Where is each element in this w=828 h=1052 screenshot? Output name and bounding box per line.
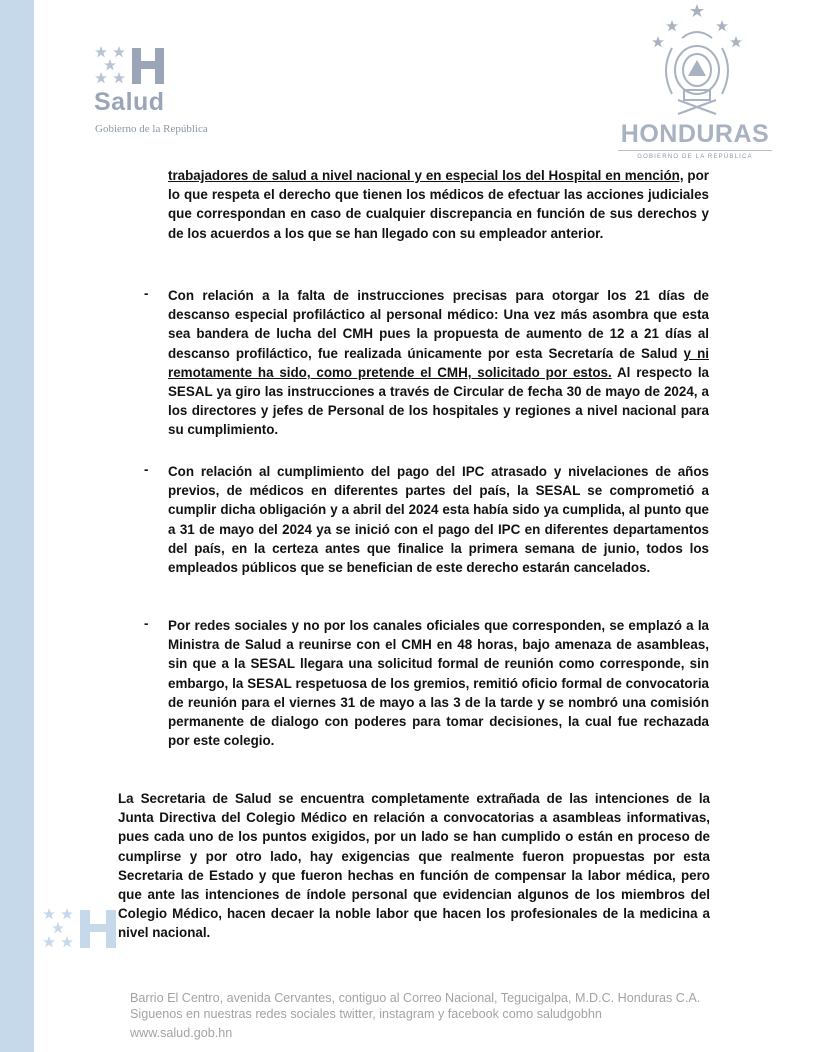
footer-social: Siguenos en nuestras redes sociales twitter, instagram y facebook como saludgobhn (130, 1007, 602, 1021)
bullet-dash-3: - (144, 616, 149, 631)
bullet-1-text-after: Al respecto la SESAL ya giro las instrucciones a través de Circular de fecha 30 de mayo de 2024, a los directores y jefes de Personal de los hospitales y regiones a nivel nacional para su cumplimiento. (168, 364, 709, 438)
bullet-paragraph-3: Por redes sociales y no por los canales oficiales que corresponden, se emplazó a la Ministra de Salud a reunirse con el CMH en 48 horas, bajo amenaza de asambleas, sin que a la SESAL llegara una solicitud formal de reunión como corresponde, sin embargo, la SESAL respetuosa de los gremios, remitió oficio formal de convocatoria de reunión para el viernes 31 de mayo a las 3 de la tarde y se nombró una comisión permanente de dialogo con poderes para tomar decisiones, la cual fue rechazada por este colegio. (168, 618, 709, 749)
honduras-logo-name: HONDURAS (620, 120, 770, 148)
bullet-1-underlined-text: y ni remotamente ha sido, como pretende el CMH, solicitado por estos. (168, 345, 709, 380)
continuation-text: por lo que respeta el derecho que tienen los médicos de efectuar las acciones judiciales que correspondan en caso de cualquier discrepancia en función de sus derechos y de los acuerdos a los que se han llegado con su empleador anterior. (168, 168, 709, 241)
coat-of-arms-icon (652, 4, 742, 122)
bullet-paragraph-1 (168, 286, 709, 440)
bullet-dash-1: - (144, 286, 149, 301)
bullet-dash-2: - (144, 462, 149, 477)
continuation-paragraph (168, 166, 709, 243)
bullet-1-text-before: Con relación a la falta de instrucciones precisas para otorgar los 21 días de descanso especial profiláctico al personal médico: Una vez más asombra que esta sea bandera de lucha del CMH pues la propuesta de aumento de 12 a 21 días al descanso profiláctico, fue realizada únicamente por esta Secretaría de Salud (168, 288, 709, 361)
salud-logo-name: Salud (94, 88, 165, 116)
salud-logo-subtitle: Gobierno de la República (95, 123, 208, 135)
footer-address: Barrio El Centro, avenida Cervantes, contiguo al Correo Nacional, Tegucigalpa, M.D.C. Honduras C.A. (130, 991, 701, 1005)
footer-website: www.salud.gob.hn (130, 1026, 233, 1040)
bullet-paragraph-2: Con relación al cumplimiento del pago del IPC atrasado y nivelaciones de años previos, de médicos en diferentes partes del país, la SESAL se comprometió a cumplir dicha obligación y a abril del 2024 esta había sido ya cumplida, al punto que a 31 de mayo del 2024 ya se inició con el pago del IPC en diferentes departamentos del país, en la certeza antes que finalice la primera semana de junio, todos los empleados públicos que se benefician de este derecho estarán cancelados. (168, 464, 709, 576)
closing-paragraph: La Secretaria de Salud se encuentra completamente extrañada de las intenciones de la Junta Directiva del Colegio Médico en relación a convocatorias a asambleas informativas, pues cada uno de los puntos exigidos, por un lado se han cumplido o están en proceso de cumplirse y por otro lado, hay exigencias que realmente fueron propuestas por esta Secretaria de Estado y que fueron hechas en función de compensar la labor médica, pero que ante las intenciones de índole personal que evidencian algunos de los miembros del Colegio Médico, hacen decaer la noble labor que hacen los profesionales de la medicina a nivel nacional. (118, 791, 710, 941)
honduras-logo-subtitle: GOBIERNO DE LA REPÚBLICA (637, 154, 753, 160)
side-stripe (0, 0, 34, 1052)
continuation-underlined-text: trabajadores de salud a nivel nacional y en especial los del Hospital en mención, (168, 168, 684, 183)
honduras-logo-divider (618, 150, 772, 151)
honduras-logo (612, 4, 778, 164)
watermark-star-h-icon (40, 906, 130, 952)
salud-star-h-icon (92, 44, 192, 88)
